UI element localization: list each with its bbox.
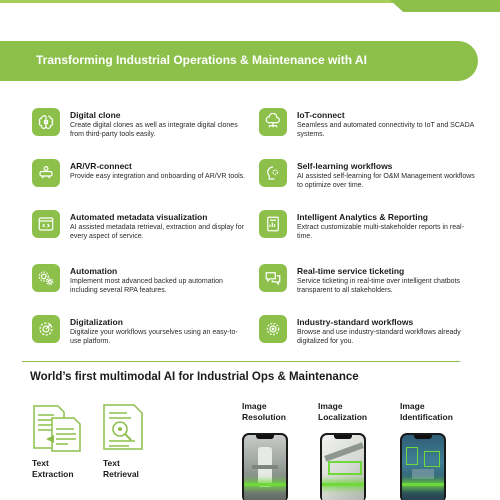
target-gear-icon [32,315,60,343]
multimodal-heading: World’s first multimodal AI for Industrial Ops & Maintenance [30,371,359,383]
feature-desc: Implement most advanced backed up automation including several RPA features. [70,278,223,294]
feature-iot-connect [259,104,474,144]
feature-title: Intelligent Analytics & Reporting [297,212,428,222]
feature-title: Real-time service ticketing [297,266,405,276]
feature-desc: Create digital clones as well as integrate digital clones from third-party tools easily. [70,122,238,138]
top-green-tab [390,0,500,12]
feature-ar-vr-connect [32,155,247,195]
feature-title: Automated metadata visualization [70,212,208,222]
image-localization-label: Image Localization [318,401,368,422]
top-decoration [0,0,500,12]
feature-service-ticketing [259,260,474,300]
text-retrieval-label: Text Retrieval [103,458,139,479]
text-extraction-label: Text Extraction [32,458,74,479]
brain-chip-icon [32,108,60,136]
cloud-network-icon [259,108,287,136]
title-banner [0,41,478,81]
feature-desc: Service ticketing in real-time over intelligent chatbots transparent to all stakeholders. [297,278,461,294]
feature-desc: AI assisted self-learning for O&M Management workflows to optimize over time. [297,173,475,189]
feature-title: IoT-connect [297,110,345,120]
report-icon [259,210,287,238]
feature-desc: Browse and use industry-standard workflows already digitalized for you. [297,329,461,345]
phone-image-resolution [242,433,288,500]
feature-desc: AI assisted metadata retrieval, extraction and display for every aspect of service. [70,224,244,240]
feature-desc: Digitalize your workflows yourselves using an easy-to-use platform. [70,329,238,345]
feature-digital-clone [32,104,247,144]
workflow-gear-icon [259,315,287,343]
feature-self-learning [259,155,474,195]
feature-metadata-visualization [32,206,247,246]
feature-analytics-reporting [259,206,474,246]
gears-icon [32,264,60,292]
image-resolution-label: Image Resolution [242,401,286,422]
feature-title: AR/VR-connect [70,161,132,171]
brain-gear-icon [259,159,287,187]
code-window-icon [32,210,60,238]
vr-headset-icon [32,159,60,187]
section-divider [22,361,460,362]
feature-title: Digitalization [70,317,123,327]
feature-title: Automation [70,266,118,276]
phone-image-localization [320,433,366,500]
feature-desc: Provide easy integration and onboarding of AR/VR tools. [70,173,246,180]
feature-industry-workflows [259,311,474,351]
feature-digitalization [32,311,247,351]
feature-automation [32,260,247,300]
chat-bubbles-icon [259,264,287,292]
feature-desc: Seamless and automated connectivity to IoT and SCADA systems. [297,122,474,138]
banner-title: Transforming Industrial Operations & Maintenance with AI [36,53,367,67]
text-retrieval-icon [100,403,152,453]
feature-title: Industry-standard workflows [297,317,414,327]
feature-title: Digital clone [70,110,121,120]
phone-image-identification [400,433,446,500]
feature-desc: Extract customizable multi-stakeholder reports in real-time. [297,224,464,240]
text-extraction-icon [32,403,84,453]
feature-title: Self-learning workflows [297,161,393,171]
image-identification-label: Image Identification [400,401,453,422]
